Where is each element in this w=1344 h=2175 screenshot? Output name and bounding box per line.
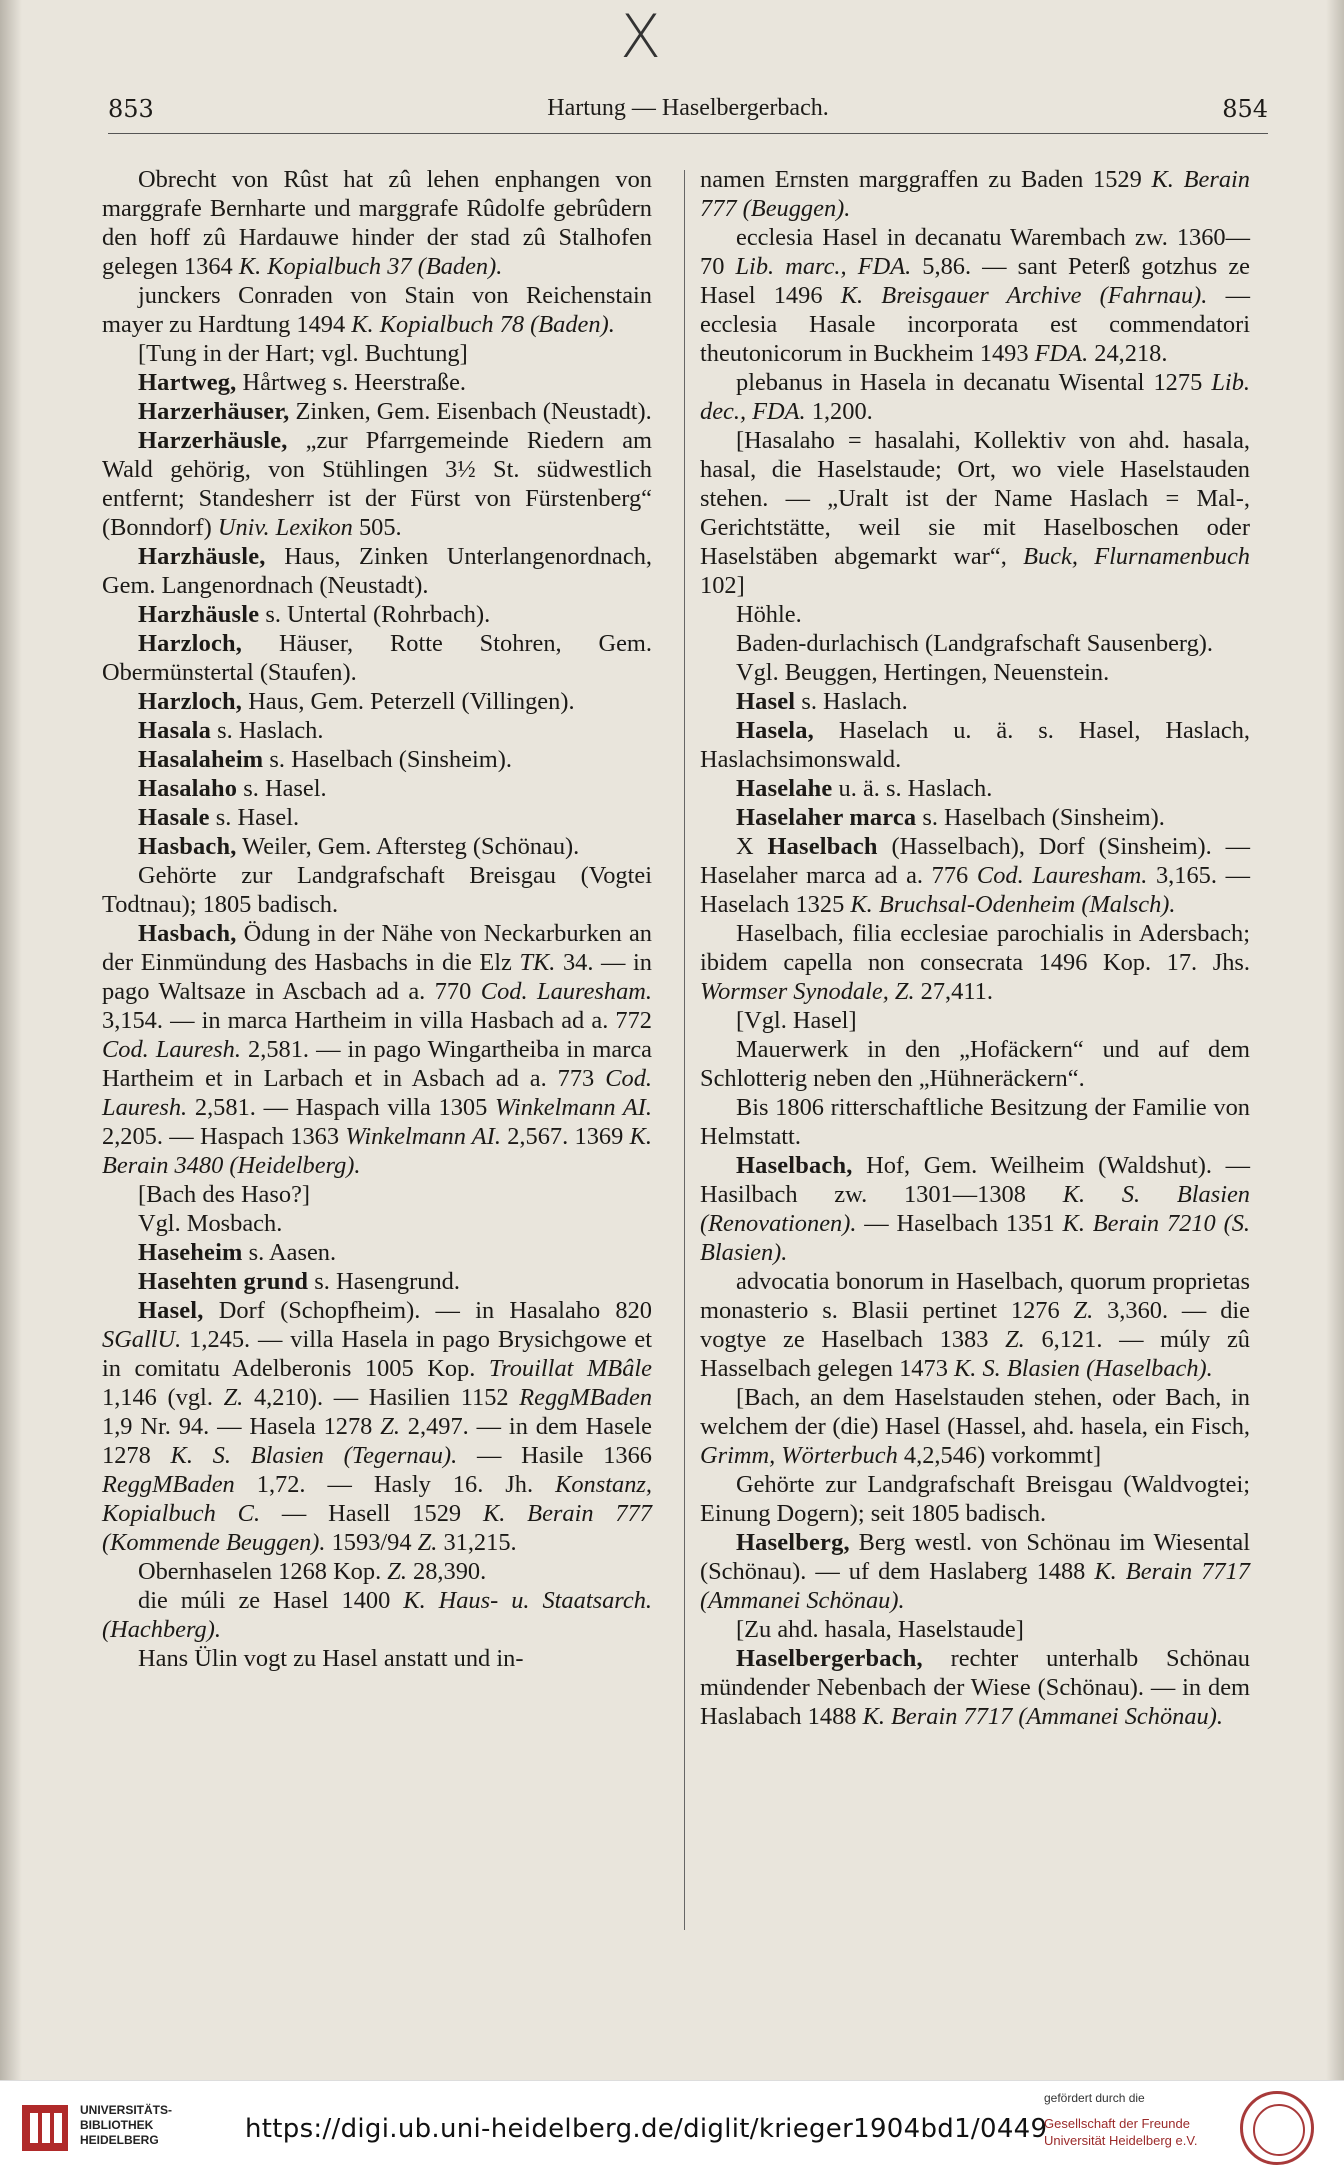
source-citation: K. Haus- u. Staatsarch. (Hachberg). — [102, 1587, 652, 1643]
entry-text: — Hasell 1529 — [260, 1500, 483, 1527]
source-citation: Z. — [417, 1529, 438, 1556]
source-citation: Cod. Lauresham. — [480, 978, 652, 1005]
entry-text: s. Haslach. — [795, 688, 908, 715]
entry-headword: Harzloch, — [138, 630, 243, 657]
entry-text: Obernhaselen 1268 Kop. — [138, 1558, 388, 1585]
entry-text: s. Hasengrund. — [308, 1268, 460, 1295]
dictionary-entry — [700, 426, 1250, 600]
university-seal-icon — [1240, 2091, 1314, 2165]
source-citation: SGallU. — [102, 1326, 182, 1353]
entry-headword: Hasehten grund — [138, 1268, 309, 1295]
entry-text: 2,581. — Haspach villa 1305 — [187, 1094, 496, 1121]
dictionary-entry — [102, 832, 652, 861]
dictionary-entry — [102, 1586, 652, 1644]
entry-text: 3,154. — in marca Hartheim in villa Hasbach ad a. 772 — [102, 1007, 652, 1034]
entry-text: Ödung in der Nähe von Neckarburken an der Einmündung des Hasbachs in die Elz — [102, 920, 652, 976]
entry-headword: Haselaher marca — [736, 804, 917, 831]
entry-headword: Haseheim — [138, 1239, 243, 1266]
sponsor-label: gefördert durch die — [1044, 2091, 1145, 2105]
entry-text: [Vgl. Hasel] — [736, 1007, 857, 1034]
entry-text: junckers Conraden von Stain von Reichenstain mayer zu Hardtung 1494 — [102, 282, 652, 338]
entry-text: 34. — in pago Waltsaze in Ascbach ad a. 770 — [102, 949, 652, 1005]
dictionary-entry — [102, 861, 652, 919]
entry-text: 2,567. 1369 — [500, 1123, 630, 1150]
entry-headword: Hasbach, — [138, 833, 237, 860]
entry-text: „zur Pfarrgemeinde Riedern am Wald gehörig, von Stühlingen 3½ St. südwestlich entfernt; Standesherr ist der Fürst von Fürstenberg“ (Bonndorf) — [102, 427, 652, 541]
dictionary-entry — [700, 716, 1250, 774]
entry-text: 3,360. — die vogtye ze Haselbach 1383 — [700, 1297, 1250, 1353]
entry-text: Obrecht von Rûst hat zû lehen enphangen von marggrafe Bernharte und marggrafe Rûdolfe gebrûdern den hoff zû Hardauwe hinder der stad zû Stalhofen gelegen 1364 — [102, 166, 652, 280]
source-citation: TK. — [519, 949, 556, 976]
entry-text: 102] — [700, 572, 745, 599]
entry-text: 2,205. — Haspach 1363 — [102, 1123, 346, 1150]
dictionary-entry — [700, 1093, 1250, 1151]
entry-headword: Hasela, — [736, 717, 814, 744]
entry-text: X — [736, 833, 768, 860]
entry-text: s. Hasel. — [237, 775, 327, 802]
source-citation: Cod. Lauresh. — [102, 1065, 652, 1121]
dictionary-entry — [700, 1267, 1250, 1383]
university-library-logo-icon — [20, 2103, 70, 2153]
dictionary-entry — [102, 716, 652, 745]
entry-text: s. Haslach. — [211, 717, 324, 744]
source-citation: FDA. — [1034, 340, 1089, 367]
sponsor-name — [1044, 2115, 1197, 2149]
entry-text: Hans Ülin vogt zu Hasel anstatt und in- — [138, 1645, 524, 1672]
source-citation: K. Kopialbuch 78 (Baden). — [351, 311, 615, 338]
dictionary-entry — [700, 774, 1250, 803]
entry-headword: Hartweg, — [138, 369, 237, 396]
viewer-footer — [0, 2080, 1344, 2175]
entry-text: 1,200. — [805, 398, 873, 425]
dictionary-entry — [700, 919, 1250, 1006]
library-name-line: HEIDELBERG — [80, 2133, 159, 2147]
entry-headword: Hasala — [138, 717, 212, 744]
entry-text: u. ä. s. Haslach. — [832, 775, 993, 802]
entry-text: 27,411. — [914, 978, 993, 1005]
entry-text: 3,165. — Haselach 1325 — [700, 862, 1251, 918]
entry-text: Höhle. — [736, 601, 802, 628]
dictionary-entry — [700, 1615, 1250, 1644]
entry-text: 2,581. — in pago Wingartheiba in marca Hartheim et in Larbach et in Asbach ad a. 773 — [102, 1036, 652, 1092]
entry-text: advocatia bonorum in Haselbach, quorum proprietas monasterio s. Blasii pertinet 1276 — [700, 1268, 1250, 1324]
dictionary-entry — [700, 658, 1250, 687]
dictionary-entry — [700, 1151, 1250, 1267]
source-citation: K. Berain 7717 (Ammanei Schönau). — [862, 1703, 1223, 1730]
source-citation: Trouillat MBâle — [488, 1355, 653, 1382]
entry-headword: Harzhäusle — [138, 601, 260, 628]
source-citation: K. Berain 777 (Beuggen). — [700, 166, 1250, 222]
entry-text: Hof, Gem. Weilheim (Waldshut). — Hasilbach zw. 1301—1308 — [700, 1152, 1250, 1208]
entry-text: ecclesia Hasel in decanatu Warembach zw. 1360—70 — [700, 224, 1250, 280]
header-rule — [108, 133, 1268, 134]
dictionary-entry — [102, 397, 652, 426]
dictionary-entry — [102, 542, 652, 600]
entry-text: Haus, Zinken Unterlangenordnach, Gem. Langenordnach (Neustadt). — [102, 543, 652, 599]
dictionary-entry — [700, 1528, 1250, 1615]
source-citation: K. Bruchsal-Odenheim (Malsch). — [850, 891, 1176, 918]
source-citation: K. Berain 3480 (Heidelberg). — [102, 1123, 652, 1179]
entry-text: [Bach des Haso?] — [138, 1181, 311, 1208]
entry-text: Gehörte zur Landgrafschaft Breisgau (Vogtei Todtnau); 1805 badisch. — [102, 862, 652, 918]
entry-text: s. Aasen. — [242, 1239, 337, 1266]
source-citation: Z. — [1073, 1297, 1094, 1324]
dictionary-entry — [102, 1209, 652, 1238]
entry-text: Baden-durlachisch (Landgrafschaft Sausenberg). — [736, 630, 1214, 657]
source-citation: Z. — [223, 1384, 244, 1411]
dictionary-entry — [700, 1644, 1250, 1731]
entry-headword: Hasalaheim — [138, 746, 264, 773]
dictionary-entry — [102, 629, 652, 687]
source-citation: K. Breisgauer Archive (Fahrnau). — [840, 282, 1208, 309]
dictionary-entry — [102, 281, 652, 339]
entry-text: 28,390. — [406, 1558, 487, 1585]
entry-text: — ecclesia Hasale incorporata est commendatori theutonicorum in Buckheim 1493 — [700, 282, 1250, 367]
dictionary-entry — [102, 1296, 652, 1557]
entry-text: Gehörte zur Landgrafschaft Breisgau (Waldvogtei; Einung Dogern); seit 1805 badisch. — [700, 1471, 1250, 1527]
entry-text: 2,497. — in dem Hasele 1278 — [102, 1413, 652, 1469]
entry-text: Weiler, Gem. Aftersteg (Schönau). — [236, 833, 580, 860]
source-citation: Buck, Flurnamenbuch — [1023, 543, 1250, 570]
dictionary-entry — [102, 600, 652, 629]
entry-text: Haselbach, filia ecclesiae parochialis in Adersbach; ibidem capella non consecrata 1496 Kop. 17. Jhs. — [700, 920, 1250, 976]
entry-text: Haselach u. ä. s. Hasel, Haslach, Haslachsimonswald. — [700, 717, 1250, 773]
entry-text: Zinken, Gem. Eisenbach (Neustadt). — [289, 398, 652, 425]
entry-headword: Hasbach, — [138, 920, 237, 947]
source-citation: K. S. Blasien (Renovationen). — [700, 1181, 1251, 1237]
entry-text: — Hasile 1366 — [457, 1442, 652, 1469]
source-citation: Winkelmann AI. — [345, 1123, 501, 1150]
entry-headword: Haselberg, — [736, 1529, 850, 1556]
dictionary-entry — [700, 165, 1250, 223]
source-citation: Lib. marc., FDA. — [735, 253, 912, 280]
entry-headword: Harzerhäusle, — [138, 427, 288, 454]
source-citation: K. S. Blasien (Tegernau). — [170, 1442, 458, 1469]
source-citation: Z. — [380, 1413, 400, 1440]
dictionary-entry — [700, 223, 1250, 368]
entry-text: 1,245. — villa Hasela in pago Brysichgowe et in comitatu Adelberonis 1005 Kop. — [102, 1326, 652, 1382]
source-citation: Univ. Lexikon — [217, 514, 353, 541]
library-name-line: BIBLIOTHEK — [80, 2118, 154, 2132]
entry-text: Haus, Gem. Peterzell (Villingen). — [242, 688, 575, 715]
entry-text: 5,86. — sant Peterß gotzhus ze Hasel 1496 — [700, 253, 1250, 309]
entry-text: Häuser, Rotte Stohren, Gem. Obermünstertal (Staufen). — [102, 630, 652, 686]
entry-headword: Harzerhäuser, — [138, 398, 290, 425]
source-citation: K. S. Blasien (Haselbach). — [953, 1355, 1213, 1382]
entry-text: [Hasalaho = hasalahi, Kollektiv von ahd. hasala, hasal, die Haselstaude; Ort, wo viele Haselstauden stehen. — „Uralt ist der Name Haslach = Mal-, Gerichtstätte, weil sie mit Haselboschen oder Haselstäben abgemarkt war“, — [700, 427, 1250, 570]
source-citation: K. Berain 7210 (S. Blasien). — [700, 1210, 1250, 1266]
page-title: Hartung — Haselbergerbach. — [547, 95, 829, 121]
left-column — [102, 165, 652, 1673]
entry-text: Dorf (Schopfheim). — in Hasalaho 820 — [203, 1297, 652, 1324]
source-citation: Lib. dec., FDA. — [700, 369, 1250, 425]
sponsor-name-line: Gesellschaft der Freunde — [1044, 2116, 1190, 2131]
source-citation: Cod. Lauresham. — [976, 862, 1148, 889]
entry-text: 31,215. — [437, 1529, 517, 1556]
entry-text: [Tung in der Hart; vgl. Buchtung] — [138, 340, 468, 367]
entry-text: 1593/94 — [325, 1529, 418, 1556]
source-citation: ReggMBaden — [102, 1471, 235, 1498]
right-column — [700, 165, 1250, 1731]
entry-text: die múli ze Hasel 1400 — [138, 1587, 404, 1614]
entry-text: 505. — [352, 514, 402, 541]
source-citation: Konstanz, Kopialbuch C. — [102, 1471, 652, 1527]
entry-text: 6,121. — múly zû Hasselbach gelegen 1473 — [700, 1326, 1250, 1382]
entry-headword: Haselbach, — [736, 1152, 853, 1179]
sponsor-name-line: Universität Heidelberg e.V. — [1044, 2133, 1198, 2148]
source-citation: Z. — [1005, 1326, 1025, 1353]
source-citation: Wormser Synodale, Z. — [700, 978, 915, 1005]
entry-text: 4,210). — Hasilien 1152 — [243, 1384, 520, 1411]
source-citation: K. Kopialbuch 37 (Baden). — [238, 253, 503, 280]
dictionary-entry — [102, 165, 652, 281]
entry-text: s. Hasel. — [209, 804, 300, 831]
entry-text: — Haselbach 1351 — [856, 1210, 1063, 1237]
dictionary-entry — [700, 1383, 1250, 1470]
running-head — [108, 95, 1268, 135]
entry-headword: Hasale — [138, 804, 210, 831]
dictionary-entry — [700, 1035, 1250, 1093]
entry-text: (Hasselbach), Dorf (Sinsheim). — Haselaher marca ad a. 776 — [700, 833, 1250, 889]
dictionary-entry — [102, 919, 652, 1180]
dictionary-entry — [102, 1267, 652, 1296]
permalink-url[interactable]: https://digi.ub.uni-heidelberg.de/diglit/krieger1904bd1/0449 — [245, 2114, 1048, 2144]
source-citation: Cod. Lauresh. — [102, 1036, 241, 1063]
library-name — [80, 2103, 172, 2148]
dictionary-entry — [102, 1180, 652, 1209]
entry-text: s. Haselbach (Sinsheim). — [263, 746, 512, 773]
entry-text: [Zu ahd. hasala, Haselstaude] — [736, 1616, 1024, 1643]
source-citation: Grimm, Wörterbuch — [700, 1442, 898, 1469]
entry-text: 4,2,546) vorkommt] — [897, 1442, 1102, 1469]
scan-edge-left — [0, 0, 22, 2080]
entry-text: [Bach, an dem Haselstauden stehen, oder Bach, in welchem der (die) Hasel (Hassel, ahd. hasela, ein Fisch, — [700, 1384, 1250, 1440]
entry-text: 24,218. — [1088, 340, 1168, 367]
entry-text: namen Ernsten marggraffen zu Baden 1529 — [700, 166, 1152, 193]
entry-headword: Haselahe — [736, 775, 833, 802]
entry-headword: Harzhäusle, — [138, 543, 266, 570]
entry-headword: Hasel, — [138, 1297, 204, 1324]
entry-text: rechter unterhalb Schönau mündender Nebenbach der Wiese (Schönau). — in dem Haslabach 1488 — [700, 1645, 1250, 1730]
entry-text: 1,146 (vgl. — [102, 1384, 224, 1411]
dictionary-entry — [102, 339, 652, 368]
entry-text: 1,72. — Hasly 16. Jh. — [234, 1471, 556, 1498]
page-number-left: 853 — [108, 95, 154, 123]
scan-edge-right — [1326, 0, 1344, 2080]
entry-text: 1,9 Nr. 94. — Hasela 1278 — [102, 1413, 381, 1440]
entry-text: Vgl. Beuggen, Hertingen, Neuenstein. — [736, 659, 1110, 686]
dictionary-entry — [102, 1557, 652, 1586]
dictionary-entry — [102, 803, 652, 832]
dictionary-entry — [102, 1644, 652, 1673]
library-name-line: UNIVERSITÄTS- — [80, 2103, 173, 2117]
dictionary-entry — [102, 426, 652, 542]
source-citation: Z. — [387, 1558, 407, 1585]
entry-text: s. Haselbach (Sinsheim). — [916, 804, 1165, 831]
entry-headword: Harzloch, — [138, 688, 243, 715]
source-citation: K. Berain 7717 (Ammanei Schönau). — [700, 1558, 1250, 1614]
entry-text: Hårtweg s. Heerstraße. — [236, 369, 467, 396]
dictionary-entry — [700, 803, 1250, 832]
dictionary-entry — [102, 774, 652, 803]
pencil-mark: X — [620, 2, 662, 72]
entry-text: Berg westl. von Schönau im Wiesental (Schönau). — uf dem Haslaberg 1488 — [700, 1529, 1250, 1585]
source-citation: ReggMBaden — [519, 1384, 653, 1411]
dictionary-entry — [102, 368, 652, 397]
dictionary-entry — [700, 1470, 1250, 1528]
entry-text: Bis 1806 ritterschaftliche Besitzung der Familie von Helmstatt. — [700, 1094, 1250, 1150]
dictionary-entry — [700, 368, 1250, 426]
source-citation: Winkelmann AI. — [495, 1094, 652, 1121]
entry-text: s. Untertal (Rohrbach). — [259, 601, 491, 628]
page-number-right: 854 — [1222, 95, 1268, 123]
dictionary-entry — [700, 629, 1250, 658]
dictionary-entry — [700, 687, 1250, 716]
entry-headword: Haselbergerbach, — [736, 1645, 923, 1672]
entry-headword: Hasalaho — [138, 775, 238, 802]
source-citation: K. Berain 777 (Kommende Beuggen). — [102, 1500, 652, 1556]
entry-text: Vgl. Mosbach. — [138, 1210, 283, 1237]
column-divider — [684, 170, 685, 1930]
dictionary-entry — [102, 687, 652, 716]
entry-text: Mauerwerk in den „Hofäckern“ und auf dem Schlotterig neben den „Hühneräckern“. — [700, 1036, 1250, 1092]
dictionary-entry — [700, 832, 1250, 919]
dictionary-entry — [700, 1006, 1250, 1035]
dictionary-entry — [700, 600, 1250, 629]
entry-text: plebanus in Hasela in decanatu Wisental 1275 — [736, 369, 1212, 396]
entry-headword: Haselbach — [767, 833, 878, 860]
entry-headword: Hasel — [736, 688, 796, 715]
dictionary-entry — [102, 1238, 652, 1267]
dictionary-entry — [102, 745, 652, 774]
